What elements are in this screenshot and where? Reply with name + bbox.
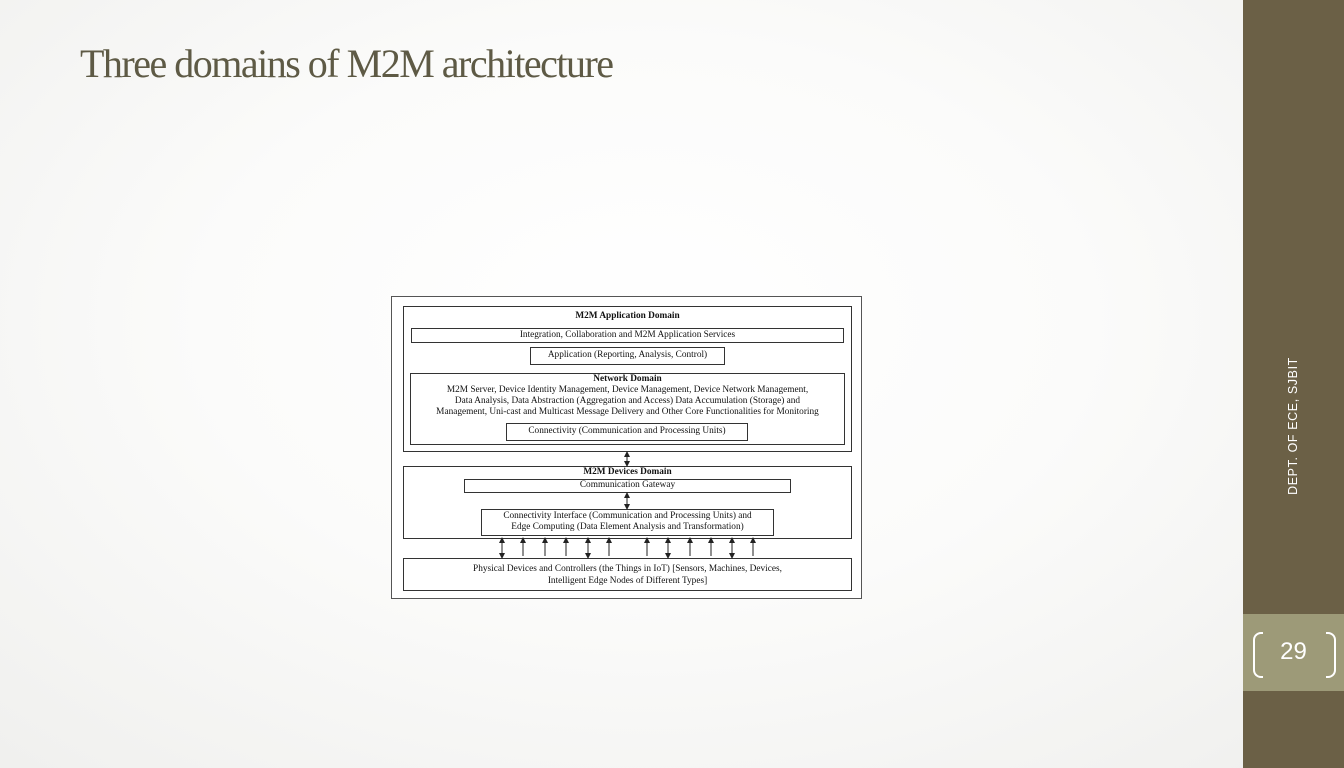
application-domain-title: M2M Application Domain (575, 311, 680, 321)
application-label: Application (Reporting, Analysis, Control) (547, 350, 708, 360)
side-label (1280, 352, 1306, 500)
slide-title: Three domains of M2M architecture (80, 41, 613, 86)
network-domain-line-1: M2M Server, Device Identity Management, Device Management, Device Network Management, (446, 385, 809, 395)
connector-arrows (392, 297, 863, 600)
network-domain-title: Network Domain (593, 374, 662, 384)
network-domain-line-2: Data Analysis, Data Abstraction (Aggregation and Access) Data Accumulation (Storage) and (454, 396, 801, 406)
device-arrow-group (502, 540, 753, 556)
department-label: DEPT. OF ECE, SJBIT (1286, 357, 1300, 495)
services-label: Integration, Collaboration and M2M Application Services (519, 330, 736, 340)
interface-line-1: Connectivity Interface (Communication and Processing Units) and (503, 511, 752, 521)
physical-devices-line-2: Intelligent Edge Nodes of Different Types] (547, 576, 708, 586)
interface-line-2: Edge Computing (Data Element Analysis and Transformation) (511, 522, 744, 532)
page-number-box (1243, 614, 1344, 691)
devices-domain-title: M2M Devices Domain (583, 467, 672, 477)
network-domain-line-3: Management, Uni-cast and Multicast Message Delivery and Other Core Functionalities for Monitoring (436, 407, 819, 417)
m2m-architecture-diagram (391, 296, 862, 599)
gateway-label: Communication Gateway (579, 480, 676, 490)
connectivity-label: Connectivity (Communication and Processing Units) (528, 426, 726, 436)
page-number: 29 (1280, 638, 1307, 665)
physical-devices-line-1: Physical Devices and Controllers (the Things in IoT) [Sensors, Machines, Devices, (473, 564, 782, 574)
